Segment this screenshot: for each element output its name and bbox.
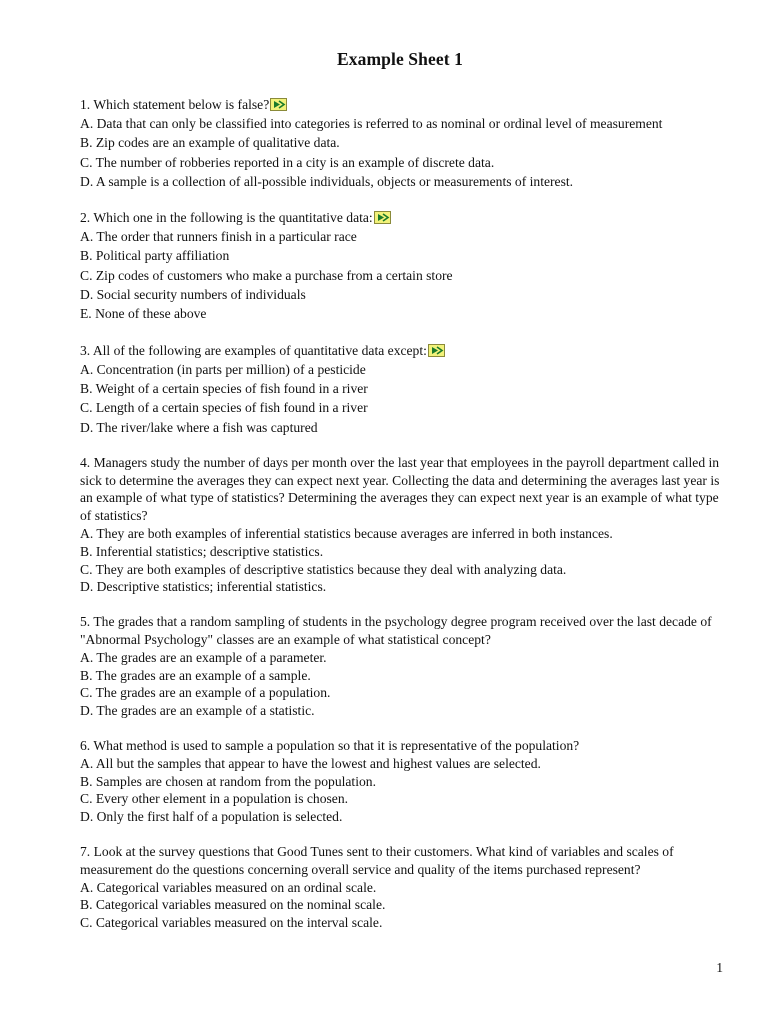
question-3-option-d: D. The river/lake where a fish was captured <box>80 419 318 435</box>
question-6-option-d: D. Only the first half of a population is selected. <box>80 809 343 825</box>
question-6-stem: 6. What method is used to sample a population so that it is representative of the population? <box>80 738 580 754</box>
question-1-options <box>80 114 730 191</box>
question-1-option-d: D. A sample is a collection of all-possible individuals, objects or measurements of interest. <box>80 173 574 189</box>
question-4-option-a: A. They are both examples of inferential statistics because averages are inferred in both instances. <box>80 526 613 542</box>
question-2-option-d: D. Social security numbers of individuals <box>80 287 306 303</box>
question-6 <box>80 737 730 826</box>
question-2-option-a: A. The order that runners finish in a particular race <box>80 229 357 245</box>
hint-arrow-icon[interactable] <box>428 344 445 357</box>
question-4-option-d: D. Descriptive statistics; inferential statistics. <box>80 579 327 595</box>
question-2-stem: 2. Which one in the following is the quantitative data: <box>80 210 373 226</box>
question-2-options <box>80 227 730 323</box>
question-6-option-c: C. Every other element in a population is chosen. <box>80 791 349 807</box>
questions-list <box>80 95 730 932</box>
question-3-options <box>80 360 730 437</box>
question-3-option-c: C. Length of a certain species of fish found in a river <box>80 400 368 416</box>
question-5-option-b: B. The grades are an example of a sample. <box>80 667 311 683</box>
question-6-option-a: A. All but the samples that appear to have the lowest and highest values are selected. <box>80 755 541 771</box>
question-5-options <box>80 649 730 720</box>
question-5 <box>80 613 730 720</box>
question-2-option-c: C. Zip codes of customers who make a purchase from a certain store <box>80 267 453 283</box>
question-1 <box>80 95 730 191</box>
question-4-stem: 4. Managers study the number of days per month over the last year that employees in the payroll department called in sick to determine the averages they can expect next year. Collecting the data and determining the averages last year is an example of what type of statistics? Determining the averages they can expect next year is an example of what type of statistics? <box>80 454 720 524</box>
question-7-option-b: B. Categorical variables measured on the nominal scale. <box>80 897 386 913</box>
question-3 <box>80 341 730 437</box>
question-4-option-b: B. Inferential statistics; descriptive statistics. <box>80 543 324 559</box>
question-5-option-c: C. The grades are an example of a population. <box>80 685 331 701</box>
question-3-option-a: A. Concentration (in parts per million) of a pesticide <box>80 361 366 377</box>
question-4-options <box>80 525 730 596</box>
question-7 <box>80 843 730 932</box>
question-4-option-c: C. They are both examples of descriptive statistics because they deal with analyzing data. <box>80 561 567 577</box>
question-7-options <box>80 879 730 932</box>
question-1-option-b: B. Zip codes are an example of qualitative data. <box>80 135 340 151</box>
question-2 <box>80 208 730 323</box>
question-6-option-b: B. Samples are chosen at random from the population. <box>80 773 376 789</box>
question-6-options <box>80 755 730 826</box>
hint-arrow-icon[interactable] <box>374 211 391 224</box>
question-7-option-c: C. Categorical variables measured on the interval scale. <box>80 915 383 931</box>
question-1-stem: 1. Which statement below is false? <box>80 97 270 112</box>
question-1-option-a: A. Data that can only be classified into categories is referred to as nominal or ordinal level of measurement <box>80 116 663 131</box>
question-1-option-c: C. The number of robberies reported in a city is an example of discrete data. <box>80 154 495 170</box>
question-4 <box>80 454 730 596</box>
question-3-stem: 3. All of the following are examples of quantitative data except: <box>80 342 427 358</box>
question-5-stem: 5. The grades that a random sampling of students in the psychology degree program received over the last decade of "Abnormal Psychology" classes are an example of what statistical concept? <box>80 614 712 648</box>
question-2-option-e: E. None of these above <box>80 306 207 322</box>
question-7-stem: 7. Look at the survey questions that Good Tunes sent to their customers. What kind of variables and scales of measurement do the questions concerning overall service and quality of the items purchased represent? <box>80 844 674 877</box>
hint-arrow-icon[interactable] <box>270 98 287 111</box>
question-3-option-b: B. Weight of a certain species of fish found in a river <box>80 380 368 396</box>
question-5-option-a: A. The grades are an example of a parameter. <box>80 649 327 665</box>
question-7-option-a: A. Categorical variables measured on an ordinal scale. <box>80 879 377 895</box>
question-2-option-b: B. Political party affiliation <box>80 248 230 264</box>
question-5-option-d: D. The grades are an example of a statistic. <box>80 703 315 719</box>
document-title: Example Sheet 1 <box>337 49 463 69</box>
page-number: 1 <box>716 960 723 975</box>
